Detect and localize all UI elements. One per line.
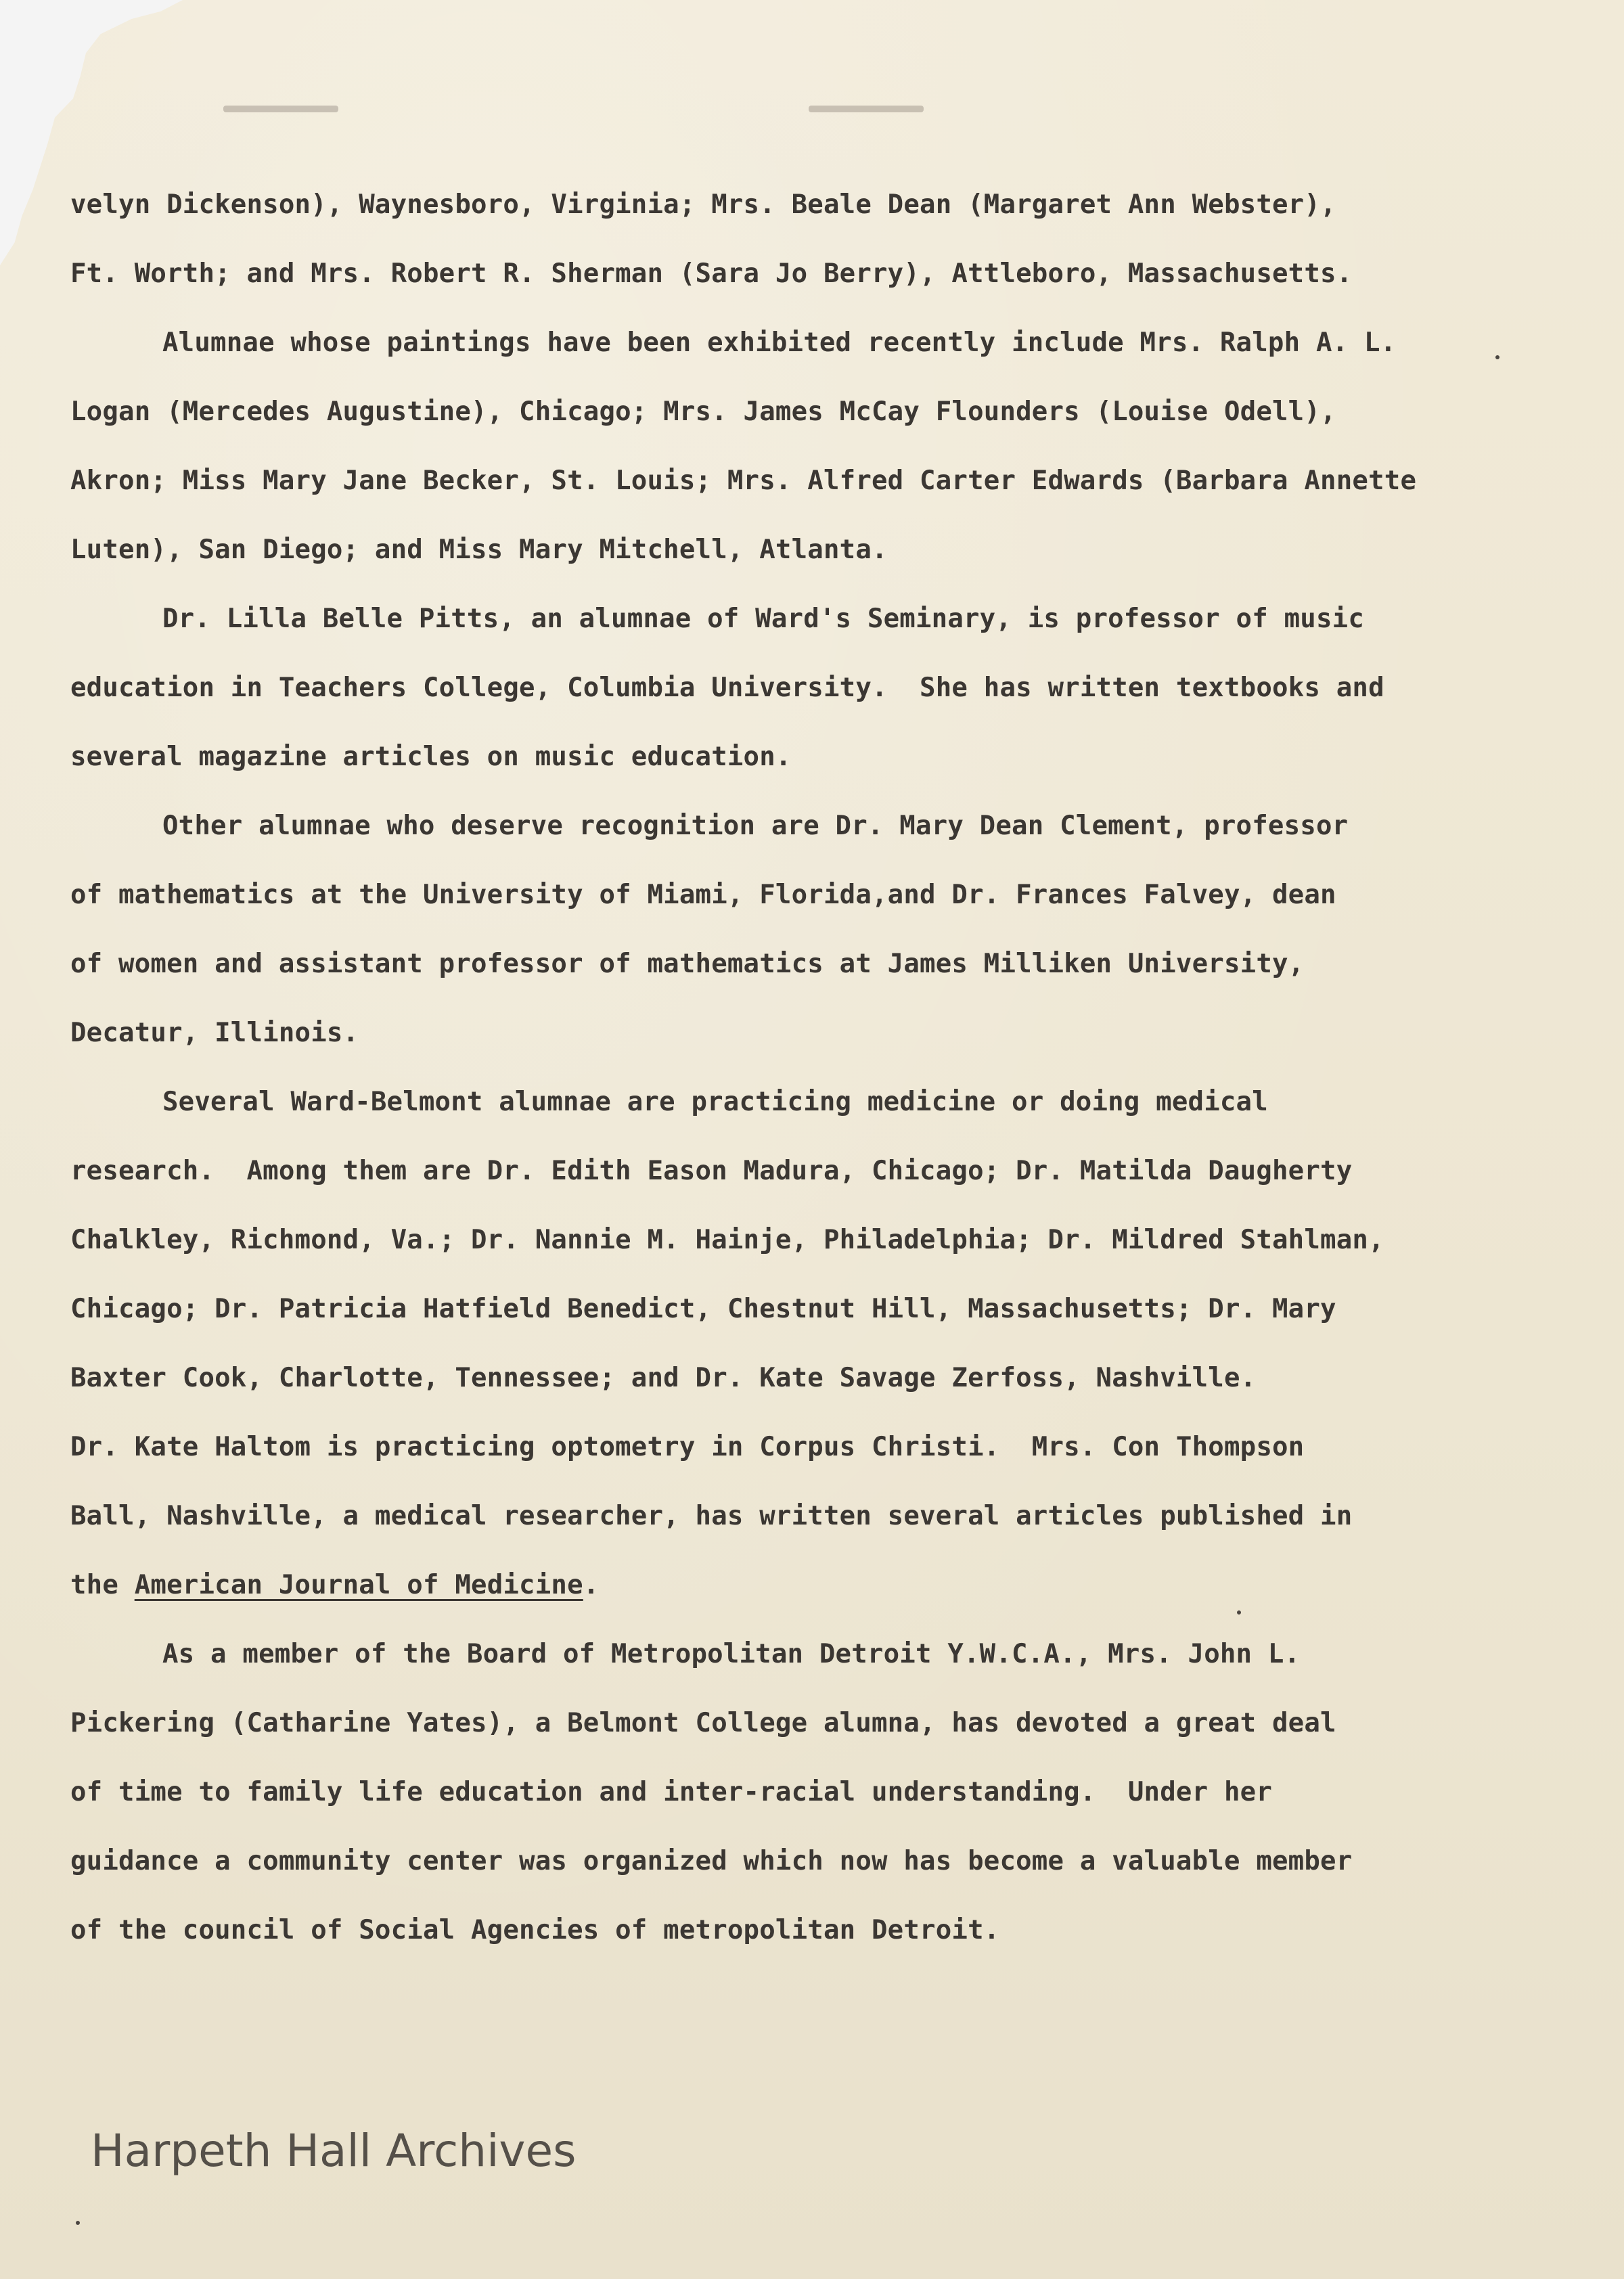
text-line: Luten), San Diego; and Miss Mary Mitchell, Atlanta. [70,535,888,565]
text-line: of mathematics at the University of Miami, Florida,and Dr. Frances Falvey, dean [70,880,1336,910]
text-line: Ft. Worth; and Mrs. Robert R. Sherman (Sara Jo Berry), Attleboro, Massachusetts. [70,258,1353,289]
text-line: the [70,1570,135,1600]
text-line: Decatur, Illinois. [70,1018,359,1048]
text-line: Chalkley, Richmond, Va.; Dr. Nannie M. Hainje, Philadelphia; Dr. Mildred Stahlman, [70,1225,1384,1255]
text-line: velyn Dickenson), Waynesboro, Virginia; Mrs. Beale Dean (Margaret Ann Webster), [70,189,1336,220]
typed-body-text [70,171,1559,1965]
text-line: Baxter Cook, Charlotte, Tennessee; and Dr. Kate Savage Zerfoss, Nashville. [70,1363,1257,1393]
text-line: Other alumnae who deserve recognition are Dr. Mary Dean Clement, professor [162,811,1349,841]
text-line: Akron; Miss Mary Jane Becker, St. Louis; Mrs. Alfred Carter Edwards (Barbara Annette [70,466,1417,496]
text-line: Chicago; Dr. Patricia Hatfield Benedict, Chestnut Hill, Massachusetts; Dr. Mary [70,1294,1336,1324]
text-line: Pickering (Catharine Yates), a Belmont College alumna, has devoted a great deal [70,1708,1336,1738]
text-line: of time to family life education and inter-racial understanding. Under her [70,1777,1272,1807]
text-line-journal [70,1551,1559,1620]
text-line: guidance a community center was organized which now has become a valuable member [70,1846,1353,1876]
text-line: education in Teachers College, Columbia University. She has written textbooks and [70,673,1384,703]
text-line: As a member of the Board of Metropolitan Detroit Y.W.C.A., Mrs. John L. [162,1639,1301,1669]
top-smudge-left [223,106,338,112]
text-line: Several Ward-Belmont alumnae are practicing medicine or doing medical [162,1087,1268,1117]
ink-speck [1237,1610,1241,1615]
text-line: Alumnae whose paintings have been exhibited recently include Mrs. Ralph A. L. [162,328,1397,358]
ink-speck [1495,355,1499,359]
text-line: Ball, Nashville, a medical researcher, has written several articles published in [70,1501,1353,1531]
text-line: Dr. Kate Haltom is practicing optometry in Corpus Christi. Mrs. Con Thompson [70,1432,1305,1462]
text-line: Logan (Mercedes Augustine), Chicago; Mrs. James McCay Flounders (Louise Odell), [70,397,1336,427]
text-line: research. Among them are Dr. Edith Eason Madura, Chicago; Dr. Matilda Daugherty [70,1156,1353,1186]
text-line: of the council of Social Agencies of metropolitan Detroit. [70,1915,1000,1945]
text-line: several magazine articles on music education. [70,742,792,772]
journal-title: American Journal of Medicine [134,1570,583,1600]
text-line: Dr. Lilla Belle Pitts, an alumnae of Ward's Seminary, is professor of music [162,604,1364,634]
text-line: of women and assistant professor of mathematics at James Milliken University, [70,949,1305,979]
archive-watermark: Harpeth Hall Archives [91,2125,577,2177]
ink-speck [76,2221,80,2225]
top-smudge-right [809,106,924,112]
journal-suffix: . [583,1570,600,1600]
